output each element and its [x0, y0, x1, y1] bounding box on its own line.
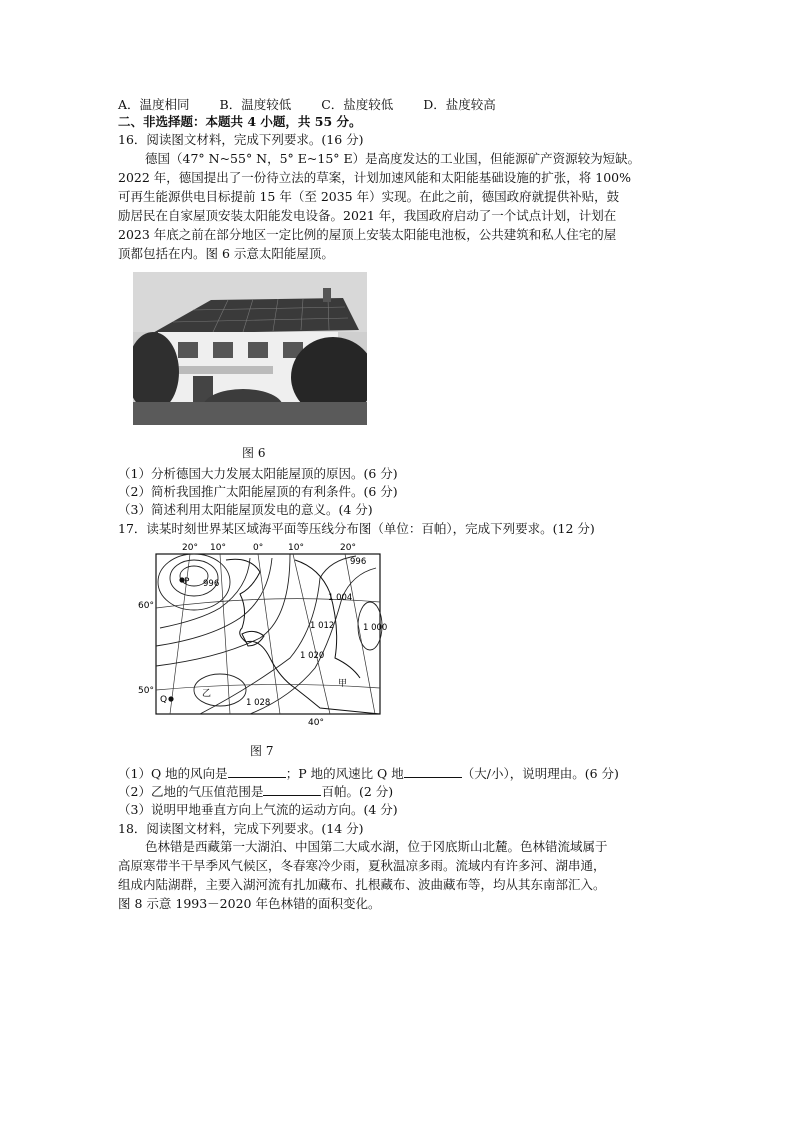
figure-7-caption: 图 7	[250, 744, 274, 758]
q18-para-line: 色林错是西藏第一大湖泊、中国第二大咸水湖，位于冈底斯山北麓。色林错流域属于	[145, 839, 608, 854]
q17-sub-1-part-b: ；P 地的风速比 Q 地	[285, 766, 404, 781]
option-c: C．盐度较低	[321, 97, 394, 112]
isobar-label: 1 000	[363, 623, 388, 633]
map-tick-top: 10°	[288, 543, 304, 553]
q17-sub-1-part-a: （1）Q 地的风向是	[118, 766, 228, 781]
q16-para-line: 2023 年底之前在部分地区一定比例的屋顶上安装太阳能电池板，公共建筑和私人住宅的屋	[118, 227, 617, 242]
q16-sub-1: （1）分析德国大力发展太阳能屋顶的原因。(6 分)	[118, 466, 398, 481]
section-heading: 二、非选择题：本题共 4 小题，共 55 分。	[118, 114, 362, 129]
isobar-label: 996	[203, 579, 220, 589]
q17-sub-2	[118, 783, 393, 800]
q17-sub-1-part-c: （大/小），说明理由。(6 分)	[461, 766, 619, 781]
q16-sub-3: （3）简述利用太阳能屋顶发电的意义。(4 分)	[118, 502, 373, 517]
q17-sub-2-part-a: （2）乙地的气压值范围是	[118, 784, 264, 799]
option-b: B．温度较低	[219, 97, 292, 112]
point-p-label: P	[184, 577, 190, 587]
answer-blank-pressure-range[interactable]	[263, 783, 321, 796]
isobar-label: 1 028	[246, 698, 271, 708]
map-lat-label: 60°	[138, 601, 154, 611]
answer-blank-wind-speed[interactable]	[404, 765, 462, 778]
isobar-label: 996	[350, 557, 367, 567]
isobar-label: 1 004	[328, 593, 353, 603]
q17-sub-1	[118, 765, 619, 782]
answer-blank-wind-direction[interactable]	[228, 765, 286, 778]
q16-para-line: 德国（47° N~55° N，5° E~15° E）是高度发达的工业国，但能源矿产资源较为短缺。	[145, 151, 641, 166]
point-yi-label: 乙	[202, 689, 212, 699]
map-tick-top: 20°	[182, 543, 198, 553]
q16-stem: 16．阅读图文材料，完成下列要求。(16 分)	[118, 132, 364, 147]
q17-stem: 17．读某时刻世界某区域海平面等压线分布图（单位：百帕），完成下列要求。(12 分)	[118, 521, 595, 536]
point-jia-label: 甲	[338, 679, 348, 689]
q18-para-line: 组成内陆湖群，主要入湖河流有扎加藏布、扎根藏布、波曲藏布等，均从其东南部汇入。	[118, 877, 606, 892]
q15-options	[118, 96, 522, 113]
q17-sub-3: （3）说明甲地垂直方向上气流的运动方向。(4 分)	[118, 802, 398, 817]
q18-para-line: 图 8 示意 1993－2020 年色林错的面积变化。	[118, 896, 381, 911]
q16-sub-2: （2）简析我国推广太阳能屋顶的有利条件。(6 分)	[118, 484, 398, 499]
option-d: D．盐度较高	[423, 97, 496, 112]
point-q-label: Q	[160, 695, 168, 705]
option-a: A．温度相同	[118, 97, 190, 112]
q16-para-line: 励居民在自家屋顶安装太阳能发电设备。2021 年，我国政府启动了一个试点计划，计划在	[118, 208, 617, 223]
q16-para-line: 顶都包括在内。图 6 示意太阳能屋顶。	[118, 246, 334, 261]
q16-para-line: 可再生能源供电目标提前 15 年（至 2035 年）实现。在此之前，德国政府就提供补贴，鼓	[118, 189, 620, 204]
map-tick-top: 10°	[210, 543, 226, 553]
isobar-map	[130, 538, 390, 738]
map-lat-label: 50°	[138, 686, 154, 696]
solar-roof-photo	[133, 272, 367, 425]
q16-para-line: 2022 年，德国提出了一份待立法的草案，计划加速风能和太阳能基础设施的扩张，将 100%	[118, 170, 631, 185]
map-tick-bottom: 40°	[308, 718, 324, 728]
map-tick-top: 0°	[253, 543, 264, 553]
figure-6-caption: 图 6	[242, 446, 266, 460]
q18-stem: 18．阅读图文材料，完成下列要求。(14 分)	[118, 821, 364, 836]
map-tick-top: 20°	[340, 543, 356, 553]
isobar-label: 1 012	[310, 621, 335, 631]
q18-para-line: 高原寒带半干旱季风气候区，冬春寒冷少雨，夏秋温凉多雨。流域内有许多河、湖串通，	[118, 858, 606, 873]
isobar-label: 1 020	[300, 651, 325, 661]
q17-sub-2-part-b: 百帕。(2 分)	[321, 784, 394, 799]
